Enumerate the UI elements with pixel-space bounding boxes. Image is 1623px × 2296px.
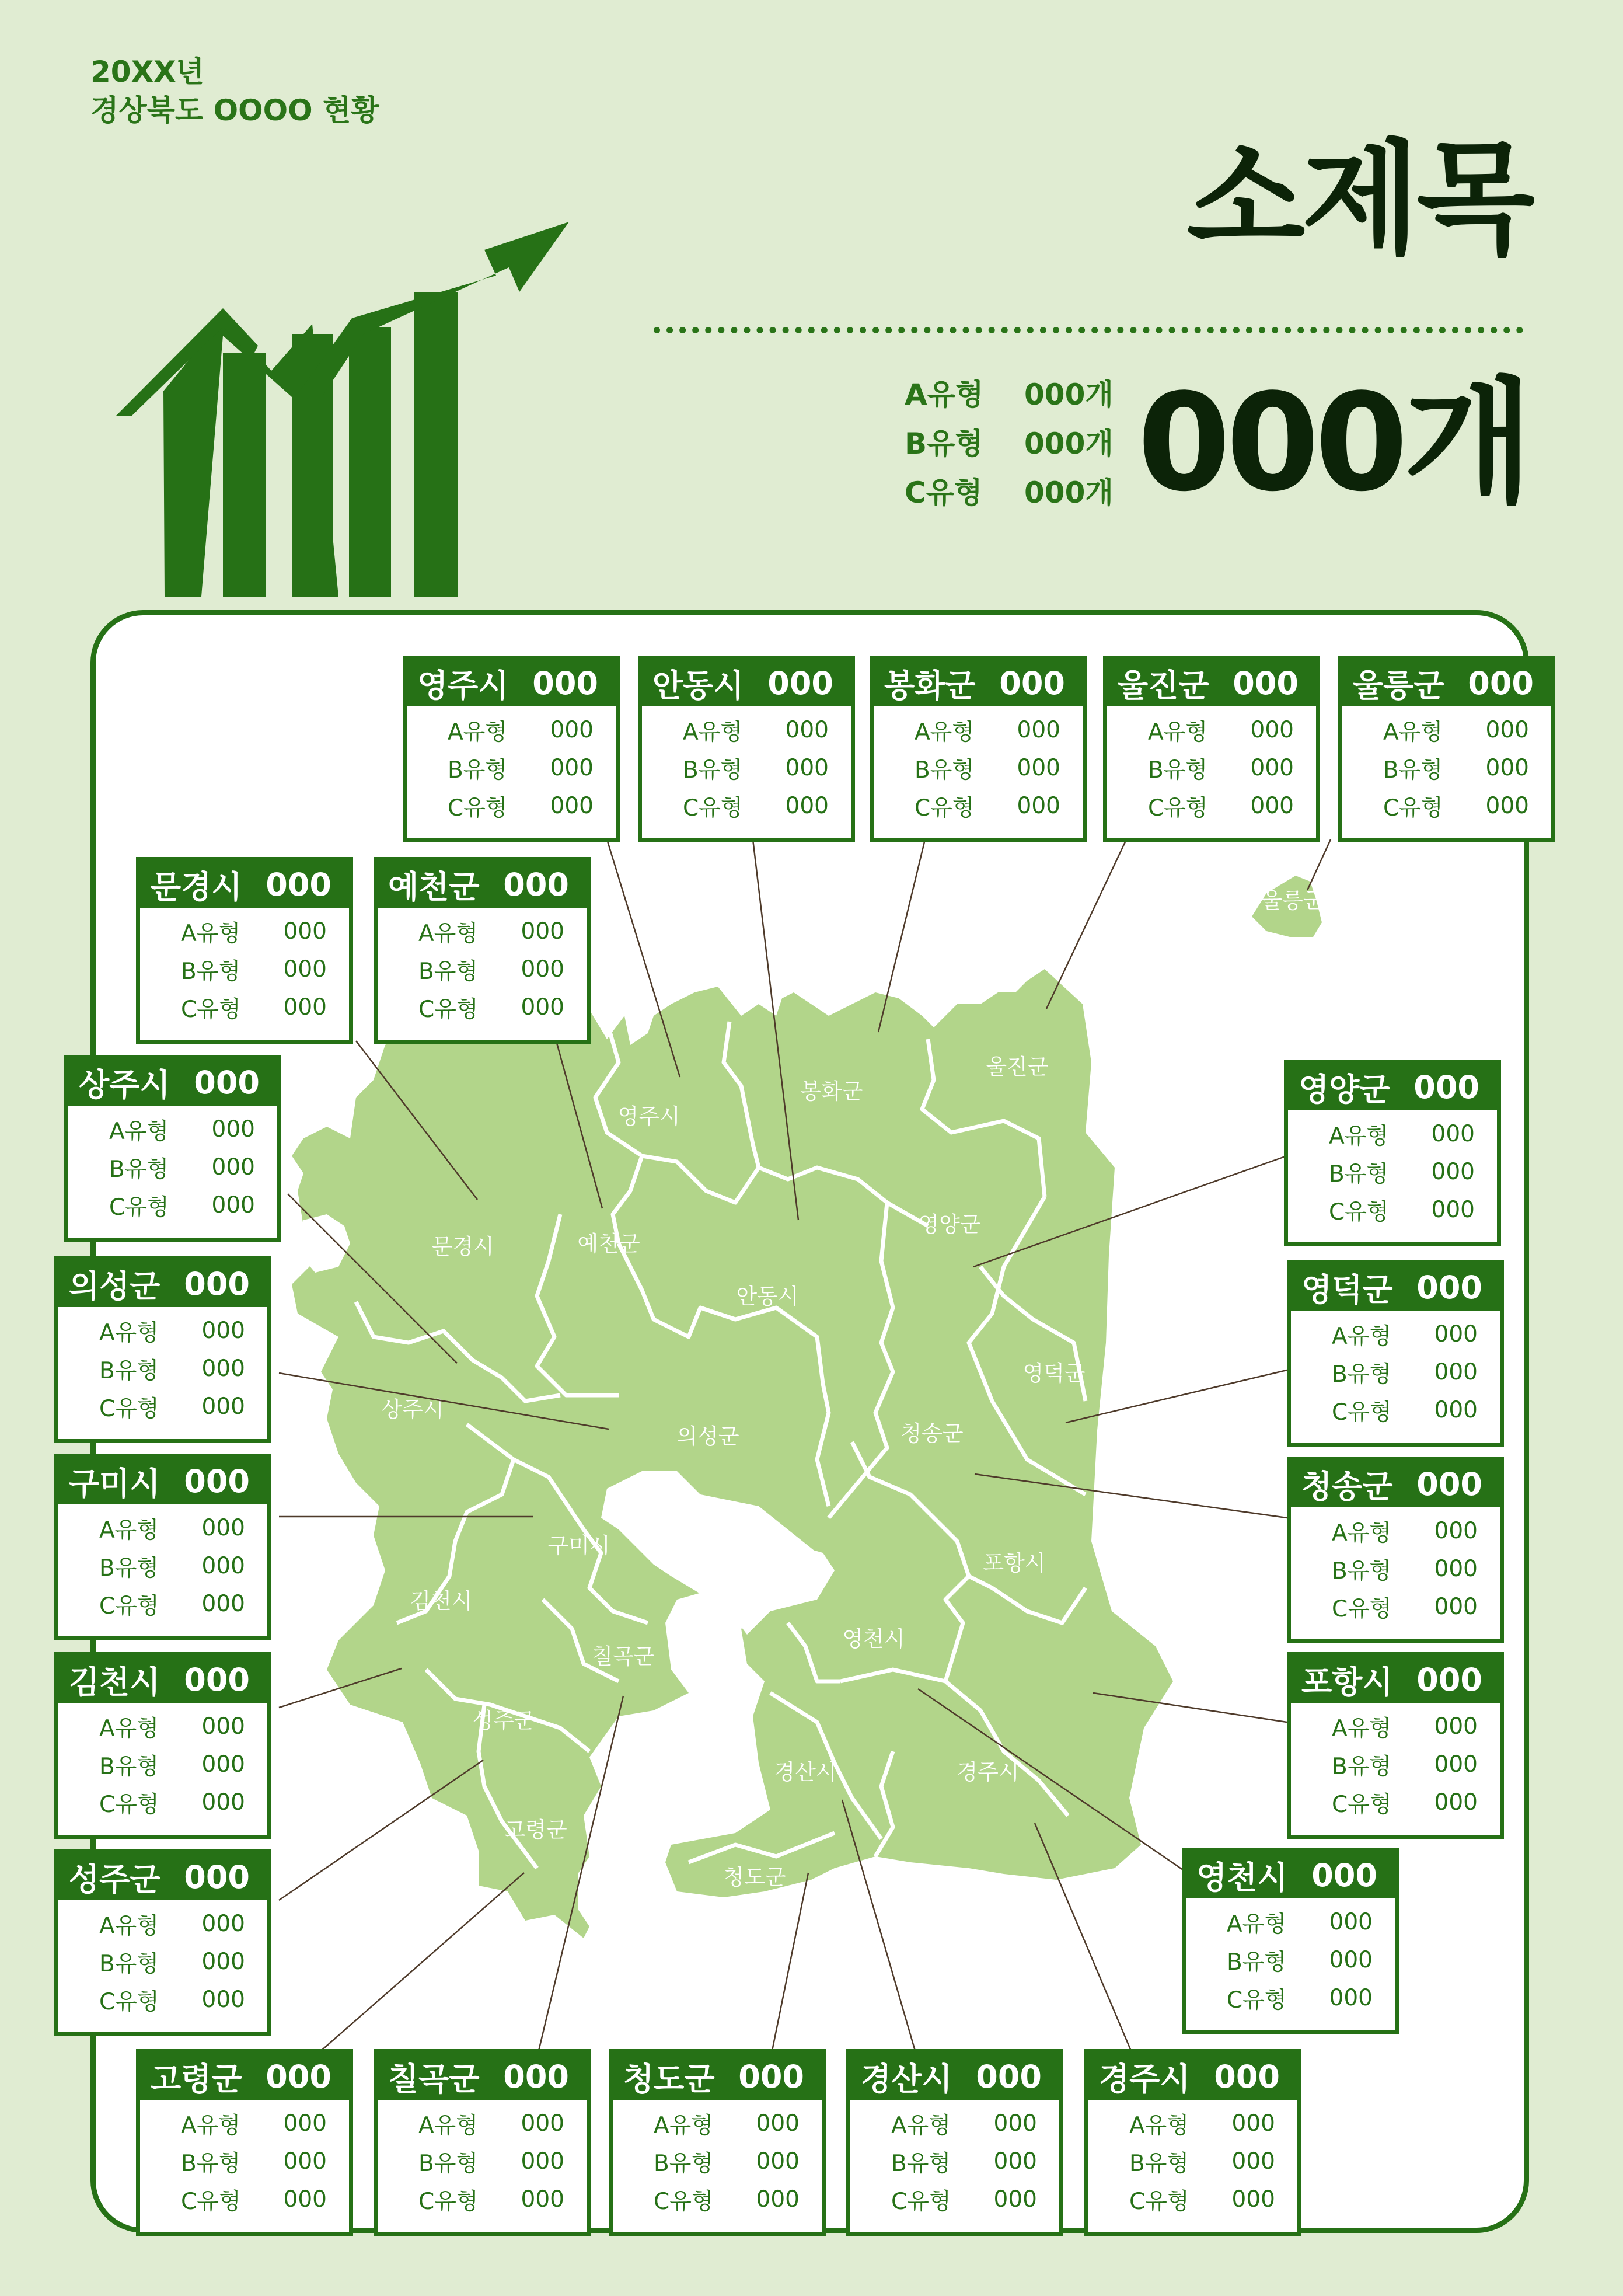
card-row: A유형 000 <box>1329 1121 1475 1149</box>
region-card-ulleung <box>1338 656 1555 842</box>
card-row: C유형 000 <box>418 994 564 1023</box>
card-header: 영주시 000 <box>407 660 616 706</box>
card-row: A유형 000 <box>1332 1321 1478 1350</box>
total-count: 000개 <box>1137 365 1528 521</box>
region-card-yecheon <box>374 857 591 1044</box>
card-row: B유형 000 <box>1332 1556 1478 1584</box>
card-row: C유형 000 <box>181 2186 327 2215</box>
card-row: A유형 000 <box>181 918 327 947</box>
card-row: C유형 000 <box>1332 1397 1478 1426</box>
card-row: C유형 000 <box>109 1192 255 1221</box>
map-label: 상주시 <box>381 1397 444 1422</box>
card-row: C유형 000 <box>448 793 594 821</box>
map-label: 울릉군 <box>1261 888 1324 913</box>
map-label: 경주시 <box>957 1760 1020 1785</box>
card-row: C유형 000 <box>683 793 829 821</box>
card-header: 경주시 000 <box>1088 2053 1297 2100</box>
card-row: A유형 000 <box>1148 717 1294 745</box>
card-header: 예천군 000 <box>378 861 587 908</box>
card-header: 안동시 000 <box>642 660 851 706</box>
region-card-gimcheon <box>54 1652 271 1839</box>
region-card-goryeong <box>136 2049 353 2236</box>
card-header: 청송군 000 <box>1291 1461 1500 1507</box>
card-row: C유형 000 <box>654 2186 800 2215</box>
card-row: C유형 000 <box>1383 793 1529 821</box>
card-row: B유형 000 <box>891 2148 1037 2177</box>
card-row: A유형 000 <box>109 1116 255 1145</box>
region-card-andong <box>638 656 855 842</box>
region-card-gyeongju <box>1084 2049 1301 2236</box>
card-row: C유형 000 <box>1332 1594 1478 1622</box>
card-row: B유형 000 <box>181 2148 327 2177</box>
summary-row-a: A유형 000개 <box>905 378 1114 412</box>
card-header: 청도군 000 <box>613 2053 822 2100</box>
card-row: B유형 000 <box>99 1356 245 1384</box>
card-row: C유형 000 <box>915 793 1060 821</box>
region-card-sangju <box>64 1055 281 1242</box>
region-card-yeongyang <box>1284 1060 1501 1246</box>
map-label: 포항시 <box>983 1551 1046 1576</box>
card-row: C유형 000 <box>181 994 327 1023</box>
map-label: 김천시 <box>410 1588 473 1614</box>
map-label: 영양군 <box>918 1212 981 1237</box>
card-row: B유형 000 <box>1383 755 1529 783</box>
card-row: A유형 000 <box>915 717 1060 745</box>
card-row: B유형 000 <box>915 755 1060 783</box>
map-label: 성주군 <box>472 1708 535 1733</box>
card-row: A유형 000 <box>99 1515 245 1544</box>
region-card-cheongdo <box>609 2049 826 2236</box>
card-row: A유형 000 <box>99 1911 245 1939</box>
region-card-gyeongsan <box>846 2049 1063 2236</box>
card-row: A유형 000 <box>99 1713 245 1742</box>
card-row: C유형 000 <box>99 1591 245 1619</box>
card-row: B유형 000 <box>181 956 327 985</box>
map-label: 구미시 <box>547 1533 610 1558</box>
region-card-chilgok <box>374 2049 591 2236</box>
region-card-gumi <box>54 1454 271 1640</box>
map-label: 안동시 <box>736 1284 799 1309</box>
card-row: B유형 000 <box>99 1553 245 1581</box>
card-row: A유형 000 <box>181 2110 327 2139</box>
region-card-yeongcheon <box>1182 1848 1399 2034</box>
card-header: 고령군 000 <box>140 2053 349 2100</box>
card-row: C유형 000 <box>1227 1985 1373 2013</box>
map-label: 고령군 <box>504 1817 567 1842</box>
card-row: A유형 000 <box>1383 717 1529 745</box>
card-header: 경산시 000 <box>850 2053 1059 2100</box>
map-label: 청도군 <box>723 1865 786 1890</box>
map-landmass <box>292 969 1173 1938</box>
region-card-seongju <box>54 1849 271 2036</box>
card-header: 포항시 000 <box>1291 1656 1500 1703</box>
card-row: B유형 000 <box>1148 755 1294 783</box>
region-card-pohang <box>1287 1652 1504 1839</box>
region-card-yeongju <box>403 656 620 842</box>
card-row: A유형 000 <box>418 2110 564 2139</box>
map-label: 영천시 <box>842 1626 905 1652</box>
card-row: B유형 000 <box>1129 2148 1275 2177</box>
region-card-mungyeong <box>136 857 353 1044</box>
year-label: 20XX년 <box>90 55 204 89</box>
card-header: 문경시 000 <box>140 861 349 908</box>
map-label: 영주시 <box>617 1104 680 1129</box>
card-row: B유형 000 <box>99 1949 245 1977</box>
card-row: A유형 000 <box>448 717 594 745</box>
card-header: 봉화군 000 <box>874 660 1083 706</box>
card-row: A유형 000 <box>1332 1713 1478 1742</box>
map-label: 예천군 <box>577 1231 640 1256</box>
card-row: C유형 000 <box>1329 1197 1475 1225</box>
map-label: 울진군 <box>986 1054 1049 1079</box>
card-row: A유형 000 <box>1227 1909 1373 1938</box>
card-row: A유형 000 <box>654 2110 800 2139</box>
map-label: 영덕군 <box>1022 1361 1086 1386</box>
card-row: B유형 000 <box>1332 1751 1478 1780</box>
card-row: A유형 000 <box>418 918 564 947</box>
subtitle: 경상북도 OOOO 현황 <box>90 93 379 127</box>
summary-row-b: B유형 000개 <box>905 427 1114 461</box>
map-label: 경산시 <box>774 1760 837 1785</box>
card-header: 영천시 000 <box>1186 1852 1395 1898</box>
map-label: 청송군 <box>900 1421 964 1446</box>
card-row: C유형 000 <box>1148 793 1294 821</box>
region-card-uljin <box>1103 656 1320 842</box>
card-row: A유형 000 <box>891 2110 1037 2139</box>
card-header: 울릉군 000 <box>1342 660 1551 706</box>
card-row: A유형 000 <box>1129 2110 1275 2139</box>
card-row: C유형 000 <box>99 1987 245 2015</box>
card-header: 의성군 000 <box>58 1260 267 1307</box>
card-row: B유형 000 <box>109 1154 255 1183</box>
region-card-yeongdeok <box>1287 1260 1504 1447</box>
region-card-uiseong <box>54 1256 271 1443</box>
card-row: B유형 000 <box>418 956 564 985</box>
card-header: 상주시 000 <box>68 1059 277 1106</box>
card-row: B유형 000 <box>99 1751 245 1780</box>
card-row: A유형 000 <box>99 1318 245 1346</box>
card-row: B유형 000 <box>654 2148 800 2177</box>
region-card-cheongsong <box>1287 1457 1504 1643</box>
card-header: 영양군 000 <box>1288 1064 1497 1110</box>
card-row: C유형 000 <box>418 2186 564 2215</box>
card-row: A유형 000 <box>683 717 829 745</box>
card-row: C유형 000 <box>891 2186 1037 2215</box>
card-header: 영덕군 000 <box>1291 1264 1500 1311</box>
card-row: B유형 000 <box>448 755 594 783</box>
map-label: 의성군 <box>676 1424 739 1449</box>
card-row: B유형 000 <box>1227 1947 1373 1976</box>
card-row: C유형 000 <box>1129 2186 1275 2215</box>
card-row: C유형 000 <box>1332 1789 1478 1818</box>
card-row: B유형 000 <box>683 755 829 783</box>
card-header: 구미시 000 <box>58 1458 267 1504</box>
card-row: C유형 000 <box>99 1789 245 1818</box>
card-row: C유형 000 <box>99 1393 245 1422</box>
page-title: 소제목 <box>1186 128 1531 271</box>
summary-row-c: C유형 000개 <box>905 476 1114 510</box>
card-row: B유형 000 <box>418 2148 564 2177</box>
card-header: 성주군 000 <box>58 1853 267 1900</box>
map-label: 칠곡군 <box>592 1644 655 1669</box>
card-row: A유형 000 <box>1332 1518 1478 1546</box>
card-header: 칠곡군 000 <box>378 2053 587 2100</box>
map-label: 문경시 <box>431 1234 494 1259</box>
map-label: 봉화군 <box>800 1079 863 1104</box>
card-row: B유형 000 <box>1329 1159 1475 1187</box>
card-header: 김천시 000 <box>58 1656 267 1703</box>
region-card-bonghwa <box>870 656 1087 842</box>
card-header: 울진군 000 <box>1107 660 1316 706</box>
card-row: B유형 000 <box>1332 1359 1478 1388</box>
